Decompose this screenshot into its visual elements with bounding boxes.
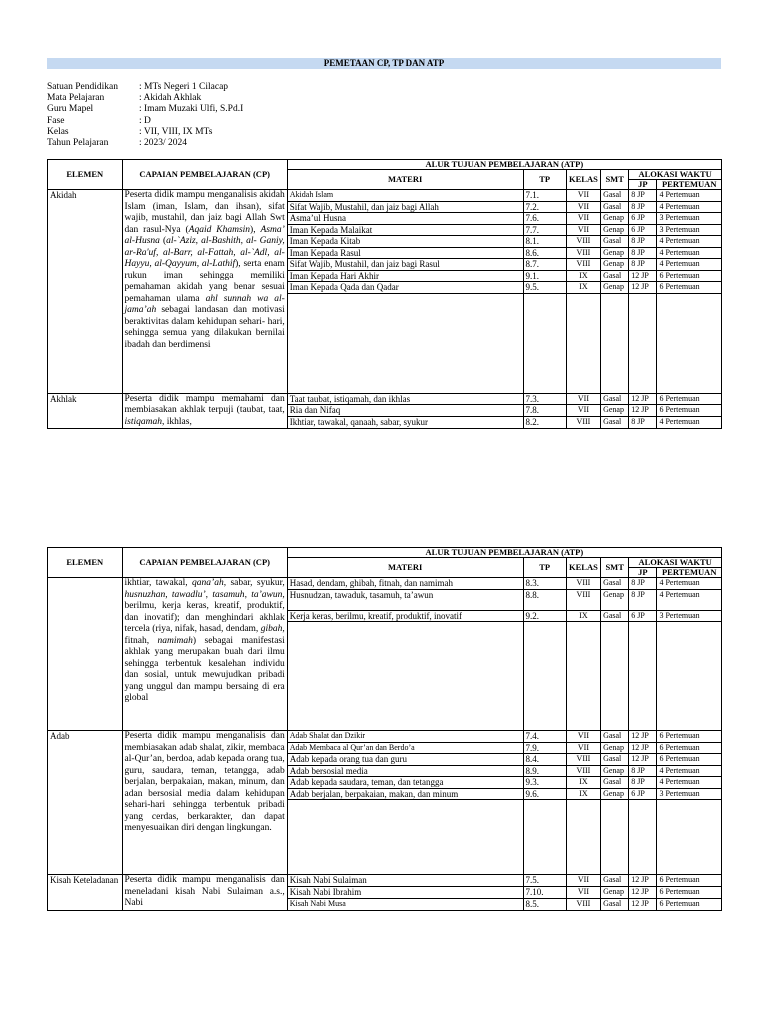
pertemuan-cell: [657, 622, 722, 731]
materi-cell: Ria dan Nifaq: [287, 405, 523, 417]
kelas-cell: VII: [566, 742, 600, 754]
tp-cell: 7.5.: [523, 875, 566, 887]
materi-cell: Iman Kepada Rasul: [287, 247, 523, 259]
jp-cell: 6 JP: [629, 788, 657, 800]
pertemuan-cell: 6 Pertemuan: [657, 898, 722, 910]
jp-cell: [629, 622, 657, 731]
pertemuan-cell: 4 Pertemuan: [657, 190, 722, 202]
kelas-cell: IX: [566, 282, 600, 294]
tp-cell: 8.1.: [523, 236, 566, 248]
smt-cell: Gasal: [601, 610, 629, 622]
elemen-cell: [48, 578, 123, 731]
jp-cell: 6 JP: [629, 610, 657, 622]
kelas-cell: IX: [566, 788, 600, 800]
jp-cell: 8 JP: [629, 247, 657, 259]
kelas-cell: VIII: [566, 898, 600, 910]
info-row: [47, 82, 243, 93]
info-row: [47, 127, 243, 138]
jp-cell: 8 JP: [629, 236, 657, 248]
pertemuan-cell: [657, 800, 722, 875]
jp-cell: 8 JP: [629, 201, 657, 213]
smt-cell: Genap: [601, 405, 629, 417]
kelas-cell: VIII: [566, 754, 600, 766]
smt-cell: Gasal: [601, 754, 629, 766]
jp-cell: 12 JP: [629, 270, 657, 282]
jp-cell: 8 JP: [629, 765, 657, 777]
pertemuan-cell: 4 Pertemuan: [657, 578, 722, 590]
table-row: [48, 578, 722, 590]
pertemuan-cell: 4 Pertemuan: [657, 777, 722, 789]
tp-cell: 7.2.: [523, 201, 566, 213]
smt-cell: Gasal: [601, 417, 629, 429]
smt-cell: Genap: [601, 788, 629, 800]
smt-cell: [601, 622, 629, 731]
jp-cell: 8 JP: [629, 589, 657, 610]
jp-cell: 12 JP: [629, 282, 657, 294]
header-pertemuan: PERTEMUAN: [657, 180, 722, 190]
smt-cell: Gasal: [601, 777, 629, 789]
info-label: Tahun Pelajaran: [47, 138, 109, 149]
pertemuan-cell: 6 Pertemuan: [657, 886, 722, 898]
header-smt: SMT: [601, 558, 629, 578]
tp-cell: [523, 293, 566, 393]
atp-table-2: [47, 547, 722, 911]
materi-cell: [287, 622, 523, 731]
pertemuan-cell: 4 Pertemuan: [657, 765, 722, 777]
smt-cell: Genap: [601, 247, 629, 259]
info-label: Fase: [47, 115, 65, 126]
tp-cell: 8.7.: [523, 259, 566, 271]
pertemuan-cell: 6 Pertemuan: [657, 875, 722, 887]
materi-cell: Sifat Wajib, Mustahil, dan jaiz bagi Rasul: [287, 259, 523, 271]
smt-cell: Genap: [601, 589, 629, 610]
header-jp: JP: [629, 180, 657, 190]
header-materi: MATERI: [287, 170, 523, 190]
header-atp: ALUR TUJUAN PEMBELAJARAN (ATP): [287, 548, 721, 558]
materi-cell: Hasad, dendam, ghibah, fitnah, dan namimah: [287, 578, 523, 590]
info-value: : 2023/ 2024: [139, 138, 188, 149]
pertemuan-cell: 4 Pertemuan: [657, 247, 722, 259]
tp-cell: 9.6.: [523, 788, 566, 800]
cp-cell: Peserta didik mampu menganalisis dan meneladani kisah Nabi Sulaiman a.s., Nabi: [122, 875, 287, 911]
kelas-cell: [566, 800, 600, 875]
pertemuan-cell: [657, 293, 722, 393]
table-row: [48, 731, 722, 743]
info-row: [47, 104, 243, 115]
table-row: [48, 393, 722, 405]
info-value: : VII, VIII, IX MTs: [139, 126, 213, 137]
header-elemen: ELEMEN: [48, 160, 123, 190]
kelas-cell: VIII: [566, 247, 600, 259]
materi-cell: Husnudzan, tawaduk, tasamuh, ta’awun: [287, 589, 523, 610]
materi-cell: Taat taubat, istiqamah, dan ikhlas: [287, 393, 523, 405]
materi-cell: Sifat Wajib, Mustahil, dan jaiz bagi Allah: [287, 201, 523, 213]
smt-cell: Genap: [601, 765, 629, 777]
materi-cell: Iman Kepada Hari Akhir: [287, 270, 523, 282]
smt-cell: [601, 800, 629, 875]
header-alokasi: ALOKASI WAKTU: [629, 170, 722, 180]
jp-cell: 6 JP: [629, 224, 657, 236]
tp-cell: 9.2.: [523, 610, 566, 622]
pertemuan-cell: 3 Pertemuan: [657, 213, 722, 225]
info-label: Satuan Pendidikan: [47, 82, 118, 92]
tp-cell: 9.1.: [523, 270, 566, 282]
header-cp: CAPAIAN PEMBELAJARAN (CP): [122, 160, 287, 190]
info-value: : D: [139, 115, 151, 126]
kelas-cell: VII: [566, 731, 600, 743]
cp-cell: Peserta didik mampu memahami dan membiasakan akhlak terpuji (taubat, taat, istiqamah, ikhlas,: [122, 393, 287, 429]
materi-cell: Adab Membaca al Qur’an dan Berdo’a: [287, 742, 523, 754]
smt-cell: Genap: [601, 886, 629, 898]
tp-cell: 8.6.: [523, 247, 566, 259]
info-value: : Akidah Akhlak: [139, 93, 202, 104]
tp-cell: 8.2.: [523, 417, 566, 429]
info-label: Guru Mapel: [47, 104, 94, 115]
jp-cell: 8 JP: [629, 190, 657, 202]
tp-cell: 7.4.: [523, 731, 566, 743]
materi-cell: Adab Shalat dan Dzikir: [287, 731, 523, 743]
jp-cell: 12 JP: [629, 742, 657, 754]
jp-cell: 8 JP: [629, 777, 657, 789]
materi-cell: Adab berjalan, berpakaian, makan, dan minum: [287, 788, 523, 800]
kelas-cell: VIII: [566, 259, 600, 271]
jp-cell: [629, 293, 657, 393]
materi-cell: Adab kepada saudara, teman, dan tetangga: [287, 777, 523, 789]
header-kelas: KELAS: [566, 558, 600, 578]
kelas-cell: VII: [566, 393, 600, 405]
smt-cell: Genap: [601, 282, 629, 294]
smt-cell: Gasal: [601, 190, 629, 202]
kelas-cell: VII: [566, 875, 600, 887]
pertemuan-cell: 4 Pertemuan: [657, 259, 722, 271]
smt-cell: Gasal: [601, 236, 629, 248]
pertemuan-cell: 3 Pertemuan: [657, 224, 722, 236]
materi-cell: Iman Kepada Malaikat: [287, 224, 523, 236]
materi-cell: Akidah Islam: [287, 190, 523, 202]
tp-cell: 8.8.: [523, 589, 566, 610]
smt-cell: [601, 293, 629, 393]
cp-cell: Peserta didik mampu menganalisis akidah Islam (iman, Islam, dan ihsan), sifat wajib, mustahil, dan jaiz bagi Allah Swt dan rasul-Nya (Aqaid Khamsin), Asma’ al-Husna (al-`Aziz, al-Bashith, al- Ganiy, ar-Ra'uf, al-Barr, al-Fattah, al-`Adl, al-Hayyu, al-Qayyum, al-Lathif), serta enam rukun iman sehingga memiliki pemahaman akidah yang benar sesuai pemahaman ulama ahl sunnah wa al- jama’ah sebagai landasan dan motivasi beraktivitas dalam kehidupan sehari- hari, sehingga semua yang dilakukan bernilai ibadah dan berdimensi: [122, 190, 287, 394]
materi-cell: Iman Kepada Kitab: [287, 236, 523, 248]
cp-cell: ikhtiar, tawakal, qana’ah, sabar, syukur, husnuzhan, tawadlu’, tasamuh, ta’awun, berilmu, kerja keras, kreatif, produktif, dan inovatif); dan menghindari akhlak tercela (riya, nifak, hasad, dendam, gibah, fitnah, namimah) sebagai manifestasi akhlak yang merupakan buah dari ilmu sehingga terbentuk kesalehan individu dan sosial, untuk mewujudkan pribadi yang unggul dan mampu bersaing di era global: [122, 578, 287, 731]
tp-cell: 8.3.: [523, 578, 566, 590]
kelas-cell: VIII: [566, 589, 600, 610]
header-jp: JP: [629, 568, 657, 578]
header-elemen: ELEMEN: [48, 548, 123, 578]
smt-cell: Gasal: [601, 578, 629, 590]
kelas-cell: VII: [566, 405, 600, 417]
jp-cell: 8 JP: [629, 259, 657, 271]
kelas-cell: VII: [566, 213, 600, 225]
pertemuan-cell: 3 Pertemuan: [657, 610, 722, 622]
header-alokasi: ALOKASI WAKTU: [629, 558, 722, 568]
jp-cell: 12 JP: [629, 405, 657, 417]
elemen-cell: Akidah: [48, 190, 123, 394]
tp-cell: 7.8.: [523, 405, 566, 417]
smt-cell: Gasal: [601, 393, 629, 405]
info-label: Mata Pelajaran: [47, 93, 105, 104]
elemen-cell: Akhlak: [48, 393, 123, 429]
jp-cell: 12 JP: [629, 754, 657, 766]
kelas-cell: [566, 622, 600, 731]
tp-cell: 7.3.: [523, 393, 566, 405]
smt-cell: Genap: [601, 742, 629, 754]
materi-cell: Adab bersosial media: [287, 765, 523, 777]
jp-cell: 12 JP: [629, 898, 657, 910]
jp-cell: 6 JP: [629, 213, 657, 225]
jp-cell: [629, 800, 657, 875]
info-row: [47, 116, 243, 127]
jp-cell: 8 JP: [629, 417, 657, 429]
jp-cell: 12 JP: [629, 393, 657, 405]
smt-cell: Genap: [601, 224, 629, 236]
pertemuan-cell: 6 Pertemuan: [657, 282, 722, 294]
tp-cell: 9.5.: [523, 282, 566, 294]
materi-cell: Ikhtiar, tawakal, qanaah, sabar, syukur: [287, 417, 523, 429]
table-row: [48, 875, 722, 887]
elemen-cell: Kisah Keteladanan: [48, 875, 123, 911]
document-info: [47, 82, 243, 149]
pertemuan-cell: 6 Pertemuan: [657, 754, 722, 766]
header-tp: TP: [523, 170, 566, 190]
materi-cell: Iman Kepada Qada dan Qadar: [287, 282, 523, 294]
info-row: [47, 93, 243, 104]
kelas-cell: VII: [566, 224, 600, 236]
jp-cell: 12 JP: [629, 875, 657, 887]
jp-cell: 12 JP: [629, 731, 657, 743]
materi-cell: Kisah Nabi Musa: [287, 898, 523, 910]
pertemuan-cell: 4 Pertemuan: [657, 236, 722, 248]
kelas-cell: [566, 293, 600, 393]
kelas-cell: VIII: [566, 578, 600, 590]
tp-cell: 7.10.: [523, 886, 566, 898]
materi-cell: Kisah Nabi Ibrahim: [287, 886, 523, 898]
pertemuan-cell: 4 Pertemuan: [657, 201, 722, 213]
materi-cell: Kisah Nabi Sulaiman: [287, 875, 523, 887]
header-kelas: KELAS: [566, 170, 600, 190]
materi-cell: Asma’ul Husna: [287, 213, 523, 225]
header-atp: ALUR TUJUAN PEMBELAJARAN (ATP): [287, 160, 721, 170]
info-value: : Imam Muzaki Ulfi, S.Pd.I: [139, 104, 244, 115]
kelas-cell: VII: [566, 201, 600, 213]
pertemuan-cell: 4 Pertemuan: [657, 417, 722, 429]
materi-cell: Kerja keras, berilmu, kreatif, produktif, inovatif: [287, 610, 523, 622]
atp-table-1: [47, 159, 722, 429]
smt-cell: Genap: [601, 259, 629, 271]
tp-cell: 7.1.: [523, 190, 566, 202]
header-smt: SMT: [601, 170, 629, 190]
kelas-cell: VIII: [566, 765, 600, 777]
table-row: [48, 190, 722, 202]
tp-cell: 8.9.: [523, 765, 566, 777]
pertemuan-cell: 6 Pertemuan: [657, 742, 722, 754]
tp-cell: 7.6.: [523, 213, 566, 225]
header-pertemuan: PERTEMUAN: [657, 568, 722, 578]
pertemuan-cell: 4 Pertemuan: [657, 589, 722, 610]
pertemuan-cell: 6 Pertemuan: [657, 270, 722, 282]
info-label: Kelas: [47, 126, 69, 137]
tp-cell: 8.4.: [523, 754, 566, 766]
pertemuan-cell: 6 Pertemuan: [657, 405, 722, 417]
kelas-cell: IX: [566, 270, 600, 282]
pertemuan-cell: 6 Pertemuan: [657, 393, 722, 405]
tp-cell: [523, 622, 566, 731]
smt-cell: Gasal: [601, 201, 629, 213]
smt-cell: Gasal: [601, 270, 629, 282]
smt-cell: Genap: [601, 213, 629, 225]
header-materi: MATERI: [287, 558, 523, 578]
pertemuan-cell: 6 Pertemuan: [657, 731, 722, 743]
tp-cell: 7.9.: [523, 742, 566, 754]
kelas-cell: VII: [566, 886, 600, 898]
header-tp: TP: [523, 558, 566, 578]
kelas-cell: VIII: [566, 236, 600, 248]
kelas-cell: VII: [566, 190, 600, 202]
materi-cell: Adab kepada orang tua dan guru: [287, 754, 523, 766]
kelas-cell: VIII: [566, 417, 600, 429]
tp-cell: [523, 800, 566, 875]
info-value: : MTs Negeri 1 Cilacap: [139, 82, 229, 92]
tp-cell: 9.3.: [523, 777, 566, 789]
materi-cell: [287, 800, 523, 875]
cp-cell: Peserta didik mampu menganalisis dan membiasakan adab shalat, zikir, membaca al-Qur’an, berdoa, adab kepada orang tua, guru, saudara, teman, tetangga, adab berjalan, berpakaian, makan, minum, dan adan bersosial media dalam kehidupan sehari-hari sehingga terbentuk pribadi yang cerdas, berkarakter, dan dapat menyesuaikan diri dengan lingkungan.: [122, 731, 287, 875]
jp-cell: 8 JP: [629, 578, 657, 590]
page-title: PEMETAAN CP, TP DAN ATP: [47, 58, 721, 69]
info-row: [47, 138, 243, 149]
smt-cell: Gasal: [601, 875, 629, 887]
header-cp: CAPAIAN PEMBELAJARAN (CP): [122, 548, 287, 578]
kelas-cell: IX: [566, 777, 600, 789]
elemen-cell: Adab: [48, 731, 123, 875]
pertemuan-cell: 3 Pertemuan: [657, 788, 722, 800]
tp-cell: 8.5.: [523, 898, 566, 910]
jp-cell: 12 JP: [629, 886, 657, 898]
materi-cell: [287, 293, 523, 393]
tp-cell: 7.7.: [523, 224, 566, 236]
kelas-cell: IX: [566, 610, 600, 622]
smt-cell: Gasal: [601, 731, 629, 743]
smt-cell: Gasal: [601, 898, 629, 910]
